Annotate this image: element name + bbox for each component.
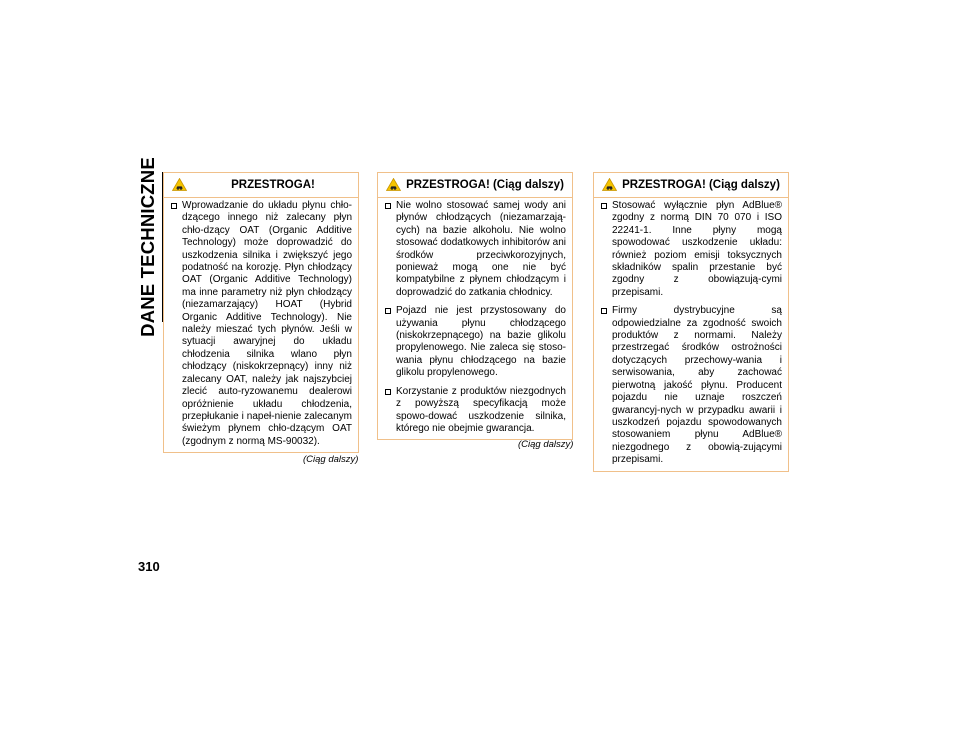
checkbox-bullet-icon bbox=[601, 308, 607, 314]
warning-title: PRZESTROGA! bbox=[231, 179, 315, 191]
warning-box-3 bbox=[593, 172, 789, 472]
warning-title: PRZESTROGA! (Ciąg dalszy) bbox=[406, 179, 564, 191]
checkbox-bullet-icon bbox=[385, 203, 391, 209]
warning-box-header bbox=[378, 173, 572, 198]
list-item bbox=[170, 200, 352, 448]
continued-label: (Ciąg dalszy) bbox=[303, 454, 359, 465]
list-item-text: Pojazd nie jest przystosowany do używania płynu chłodzącego (niskokrzepnącego) na bazie glikolu propylenowego. Nie zaleca się stoso-wania płynu chłodzącego na bazie glikolu propylenowego. bbox=[396, 305, 566, 379]
list-item bbox=[600, 200, 782, 299]
warning-box-2 bbox=[377, 172, 573, 440]
page-number: 310 bbox=[138, 559, 160, 574]
list-item bbox=[384, 200, 566, 299]
checkbox-bullet-icon bbox=[601, 203, 607, 209]
warning-body bbox=[594, 198, 788, 471]
warning-box-header bbox=[594, 173, 788, 198]
checkbox-bullet-icon bbox=[385, 389, 391, 395]
warning-triangle-icon bbox=[602, 178, 617, 191]
list-item bbox=[384, 305, 566, 379]
list-item bbox=[600, 305, 782, 466]
list-item-text: Nie wolno stosować samej wody ani płynów chłodzących (niezamarzają-cych) na bazie alkoholu. Nie wolno stosować dodatkowych inhibitorów ani środków przeciwkorozyjnych, ponieważ mogą one nie być kompatybilne z płynem chłodzącym i doprowadzić do zatkania chłodnicy. bbox=[396, 200, 566, 298]
warning-triangle-icon bbox=[172, 178, 187, 191]
warning-box-1 bbox=[163, 172, 359, 453]
continued-label: (Ciąg dalszy) bbox=[518, 439, 574, 450]
list-item-text: Stosować wyłącznie płyn AdBlue® zgodny z normą DIN 70 070 i ISO 22241-1. Inne płyny mogą spowodować uszkodzenie układu: również poziom emisji toksycznych składników spalin przestanie być zgodny z obowiązują-cymi przepisami. bbox=[612, 200, 782, 298]
warning-box-header bbox=[164, 173, 358, 198]
warning-body bbox=[164, 198, 358, 452]
section-title-text: DANE TECHNICZNE bbox=[137, 157, 158, 337]
list-item bbox=[384, 386, 566, 436]
list-item-text: Wprowadzanie do układu płynu chło-dzącego innego niż zalecany płyn chło-dzący OAT (Organic Additive Technology) może doprowadzić do uszkodzenia silnika i zwiększyć jego podatność na korozję. Płyn chłodzący OAT (Organic Additive Technology) ma inne parametry niż płyn chłodzący (niezamarzający) HOAT (Hybrid Organic Additive Technology). Nie należy mieszać tych płynów. Jeśli w sytuacji awaryjnej do układu chłodzenia silnika wlano płyn chłodzący (niskokrzepnący) inny niż zalecany OAT, należy jak najszybciej zlecić auto-ryzowanemu dealerowi opróżnienie układu chłodzenia, przepłukanie i napeł-nienie zalecanym świeżym płynem chło-dzącym OAT (zgodnym z normą MS-90032). bbox=[182, 200, 352, 447]
section-side-title bbox=[136, 157, 160, 337]
checkbox-bullet-icon bbox=[385, 308, 391, 314]
list-item-text: Korzystanie z produktów niezgodnych z powyższą specyfikacją może spowo-dować uszkodzenie silnika, którego nie obejmie gwarancja. bbox=[396, 385, 566, 434]
list-item-text: Firmy dystrybucyjne są odpowiedzialne za zgodność swoich produktów z normami. Należy przestrzegać środków ostrożności dotyczących przechowy-wania i serwisowania, aby zachować pierwotną jakość płynu. Producent pojazdu nie uznaje roszczeń gwarancyj-nych w przypadku awarii i uszkodzeń pojazdu spowodowanych stosowaniem płynu AdBlue® niezgodnego z obowią-zującymi przepisami. bbox=[612, 305, 782, 466]
warning-body bbox=[378, 198, 572, 439]
warning-title: PRZESTROGA! (Ciąg dalszy) bbox=[622, 179, 780, 191]
warning-triangle-icon bbox=[386, 178, 401, 191]
checkbox-bullet-icon bbox=[171, 203, 177, 209]
